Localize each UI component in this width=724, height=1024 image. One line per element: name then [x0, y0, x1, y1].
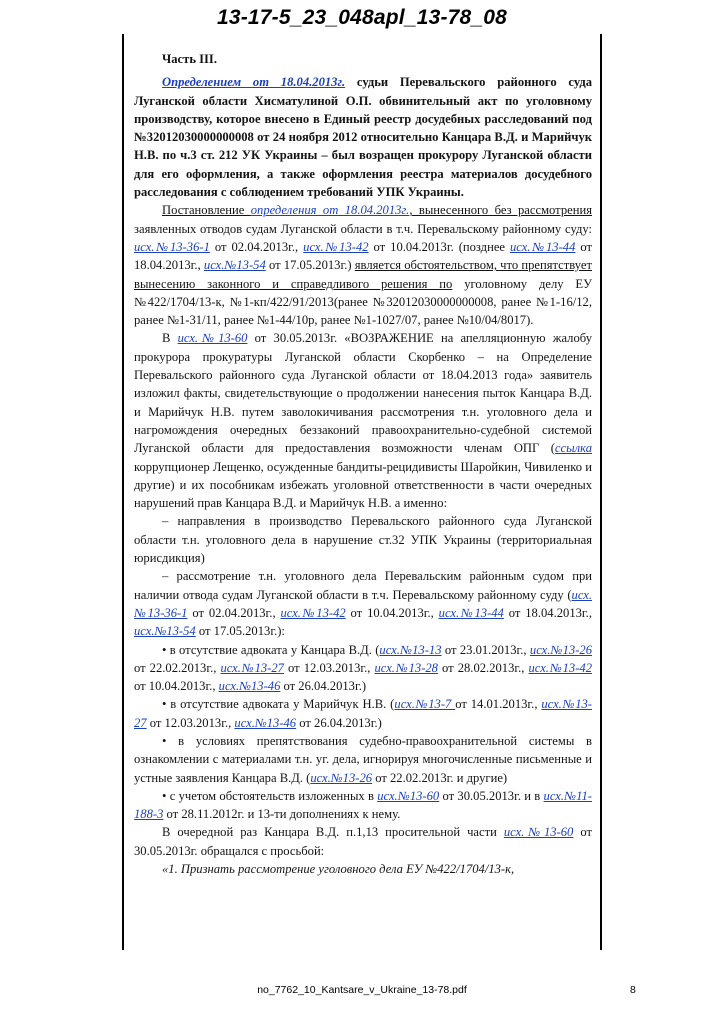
- link-ref[interactable]: исх.№13-26: [529, 642, 593, 657]
- footer-page-number: 8: [630, 984, 636, 996]
- link-ref[interactable]: исх.№13-42: [303, 239, 369, 254]
- p6-text: • в отсутствие адвоката у Канцара В.Д. (: [162, 642, 380, 657]
- p3-text: В: [162, 331, 178, 346]
- paragraph-4: – направления в производство Перевальского районного суда Луганской области т.н. уголовного дела в нарушение ст.32 УПК Украины (территориальная юрисдикция): [134, 514, 592, 566]
- link-ref[interactable]: исх.№13-7: [394, 697, 456, 712]
- p2-text: , вынесенного без рассмотрения: [409, 203, 592, 218]
- p5-text: от 10.04.2013г.,: [345, 605, 439, 620]
- link-ref[interactable]: исх.№13-60: [377, 788, 440, 803]
- p7-text: от 12.03.2013г.,: [146, 715, 235, 730]
- link-ref[interactable]: исх.№13-54: [203, 258, 266, 273]
- p1-text: судьи Перевальского районного суда Луганской области Хисматулиной О.П. обвинительный акт по уголовному производству, которое внесено в Единый реестр досудебных расследований под №32012030000000008 от 24 ноября 2012 относительно Канцара В.Д. и Марийчук Н.В. по ч.3 ст. 212 УК Украины – был возращен прокурору Луганской области для его оформления, а также оформления реестра материалов досудебного расследования с соблюдением требований УПК Украины.: [134, 75, 592, 200]
- p2-text: заявленных отводов судам Луганской области в т.ч. Перевальскому районному суду:: [134, 221, 592, 236]
- part-title: Часть III.: [162, 52, 217, 66]
- p5-text: от 18.04.2013г.,: [503, 605, 592, 620]
- link-ref[interactable]: исх.№13-46: [218, 679, 281, 694]
- paragraph-9: [134, 787, 592, 824]
- link-ref[interactable]: исх.№11-188-3: [134, 788, 593, 822]
- paragraph-2: [134, 201, 592, 329]
- link-ref[interactable]: исх.№13-27: [220, 660, 284, 675]
- link-ref[interactable]: исх.№13-44: [510, 239, 576, 254]
- paragraph-7: [134, 695, 592, 732]
- p2-text: от 02.04.2013г.,: [209, 239, 304, 254]
- p7-text: от 14.01.2013г.,: [455, 697, 542, 712]
- paragraph-8: [134, 732, 592, 787]
- paragraph-3: [134, 329, 592, 512]
- p6-text: от 12.03.2013г.,: [283, 660, 375, 675]
- p2-text: Постановление: [162, 203, 251, 218]
- link-ref[interactable]: исх.№13-44: [438, 605, 504, 620]
- p2-text: от 18.04.2013г.,: [134, 239, 593, 273]
- link-ref[interactable]: исх.№13-36-1: [134, 587, 592, 620]
- p3-text: коррупционер Лещенко, осужденные бандиты-рецидивисты Шаройкин, Чивиленко и другие) и их пособникам избежать уголовной ответственности в части очередных нарушений прав Канцара В.Д. и Марийчук Н.В. а именно:: [134, 459, 592, 511]
- p2-text: от 17.05.2013г.): [265, 258, 355, 273]
- document-body: [134, 50, 592, 878]
- p9-text: от 28.11.2012г. и 13-ти дополнениях к нему.: [163, 807, 401, 822]
- p10-text: В очередной раз Канцара В.Д. п.1,13 просительной части: [162, 825, 504, 840]
- link-ref[interactable]: исх.№13-54: [134, 624, 196, 639]
- paragraph-6: [134, 641, 592, 696]
- p7-text: • в отсутствие адвоката у Марийчук Н.В. (: [162, 697, 395, 712]
- paragraph-10: [134, 823, 592, 860]
- link-definition[interactable]: определения от 18.04.2013г.: [250, 203, 410, 218]
- paragraph-11: «1. Признать рассмотрение уголовного дела ЕУ №422/1704/13-к,: [162, 862, 515, 877]
- p6-text: от 23.01.2013г.,: [441, 642, 530, 657]
- link-ref[interactable]: исх.№13-60: [503, 825, 574, 840]
- p9-text: от 30.05.2013г. и в: [439, 788, 544, 803]
- link-ref[interactable]: исх.№13-42: [528, 660, 592, 675]
- p2-text: является обстоятельством, что препятствует вынесению законного и справедливого решения по: [134, 258, 592, 291]
- p10-text: от 30.05.2013г. обращался с просьбой:: [134, 825, 593, 858]
- link-ref[interactable]: исх.№13-60: [177, 331, 248, 346]
- p6-text: от 10.04.2013г.,: [134, 679, 219, 694]
- paragraph-1: [134, 73, 592, 201]
- link-decision[interactable]: Определением от 18.04.2013г.: [162, 75, 346, 90]
- link-ref[interactable]: исх.№13-46: [234, 715, 297, 730]
- p8-text: • в условиях препятствования судебно-правоохранительной системы в ознакомлении с материалами т.н. уг. дела, игнорируя многочисленные письменные и устные заявления Канцара В.Д. (: [134, 733, 592, 785]
- p6-text: от 26.04.2013г.): [280, 679, 367, 694]
- link-ref[interactable]: исх.№13-28: [374, 660, 438, 675]
- p7-text: от 26.04.2013г.): [296, 715, 382, 730]
- link-ref[interactable]: исх.№13-13: [379, 642, 442, 657]
- page-header-title: 13-17-5_23_048apl_13-78_08: [216, 6, 508, 29]
- paragraph-5: [134, 567, 592, 640]
- p6-text: от 28.02.2013г.,: [437, 660, 529, 675]
- p6-text: от 22.02.2013г.,: [134, 660, 221, 675]
- p3-text: от 30.05.2013г. «ВОЗРАЖЕНИЕ на апелляционную жалобу прокурора прокуратуры Луганской области Скорбенко – на Определение Перевальского районного суда Луганской области от 18.04.2013 года» заявитель изложил факты, свидетельствующие о продолжении нанесения пыток Канцара В.Д. и Марийчук Н.В. путем заволокичивания рассмотрения т.н. уголовного дела и нагромождения очередных беззаконий правоохранительно-судебной системой Луганской области для предоставления возможности членам ОПГ (: [134, 331, 592, 456]
- p5-text: от 17.05.2013г.):: [195, 624, 285, 639]
- p5-text: от 02.04.2013г.,: [187, 605, 281, 620]
- link-ref[interactable]: исх.№13-26: [310, 770, 373, 785]
- link-ref[interactable]: исх.№13-36-1: [134, 239, 210, 254]
- link-ref[interactable]: исх.№13-27: [134, 697, 592, 730]
- p2-text: от 10.04.2013г. (позднее: [368, 239, 510, 254]
- link-ref[interactable]: исх.№13-42: [280, 605, 346, 620]
- p9-text: • с учетом обстоятельств изложенных в: [162, 788, 378, 803]
- footer-filename: no_7762_10_Kantsare_v_Ukraine_13-78.pdf: [257, 984, 467, 996]
- p5-text: – рассмотрение т.н. уголовного дела Перевальским районным судом при наличии отвода судам Луганской области в т.ч. Перевальскому районному суду (: [134, 569, 592, 602]
- p8-text: от 22.02.2013г. и другие): [372, 770, 508, 785]
- p2-text: уголовному делу ЕУ №422/1704/13-к, №1-кп/422/91/2013(ранее №32012030000000008, ранее №1-16/12, ранее №1-31/11, ранее №1-44/10р, ранее №1-1027/07, ранее №10/04/8017).: [134, 276, 592, 328]
- link-reference[interactable]: ссылка: [554, 441, 592, 456]
